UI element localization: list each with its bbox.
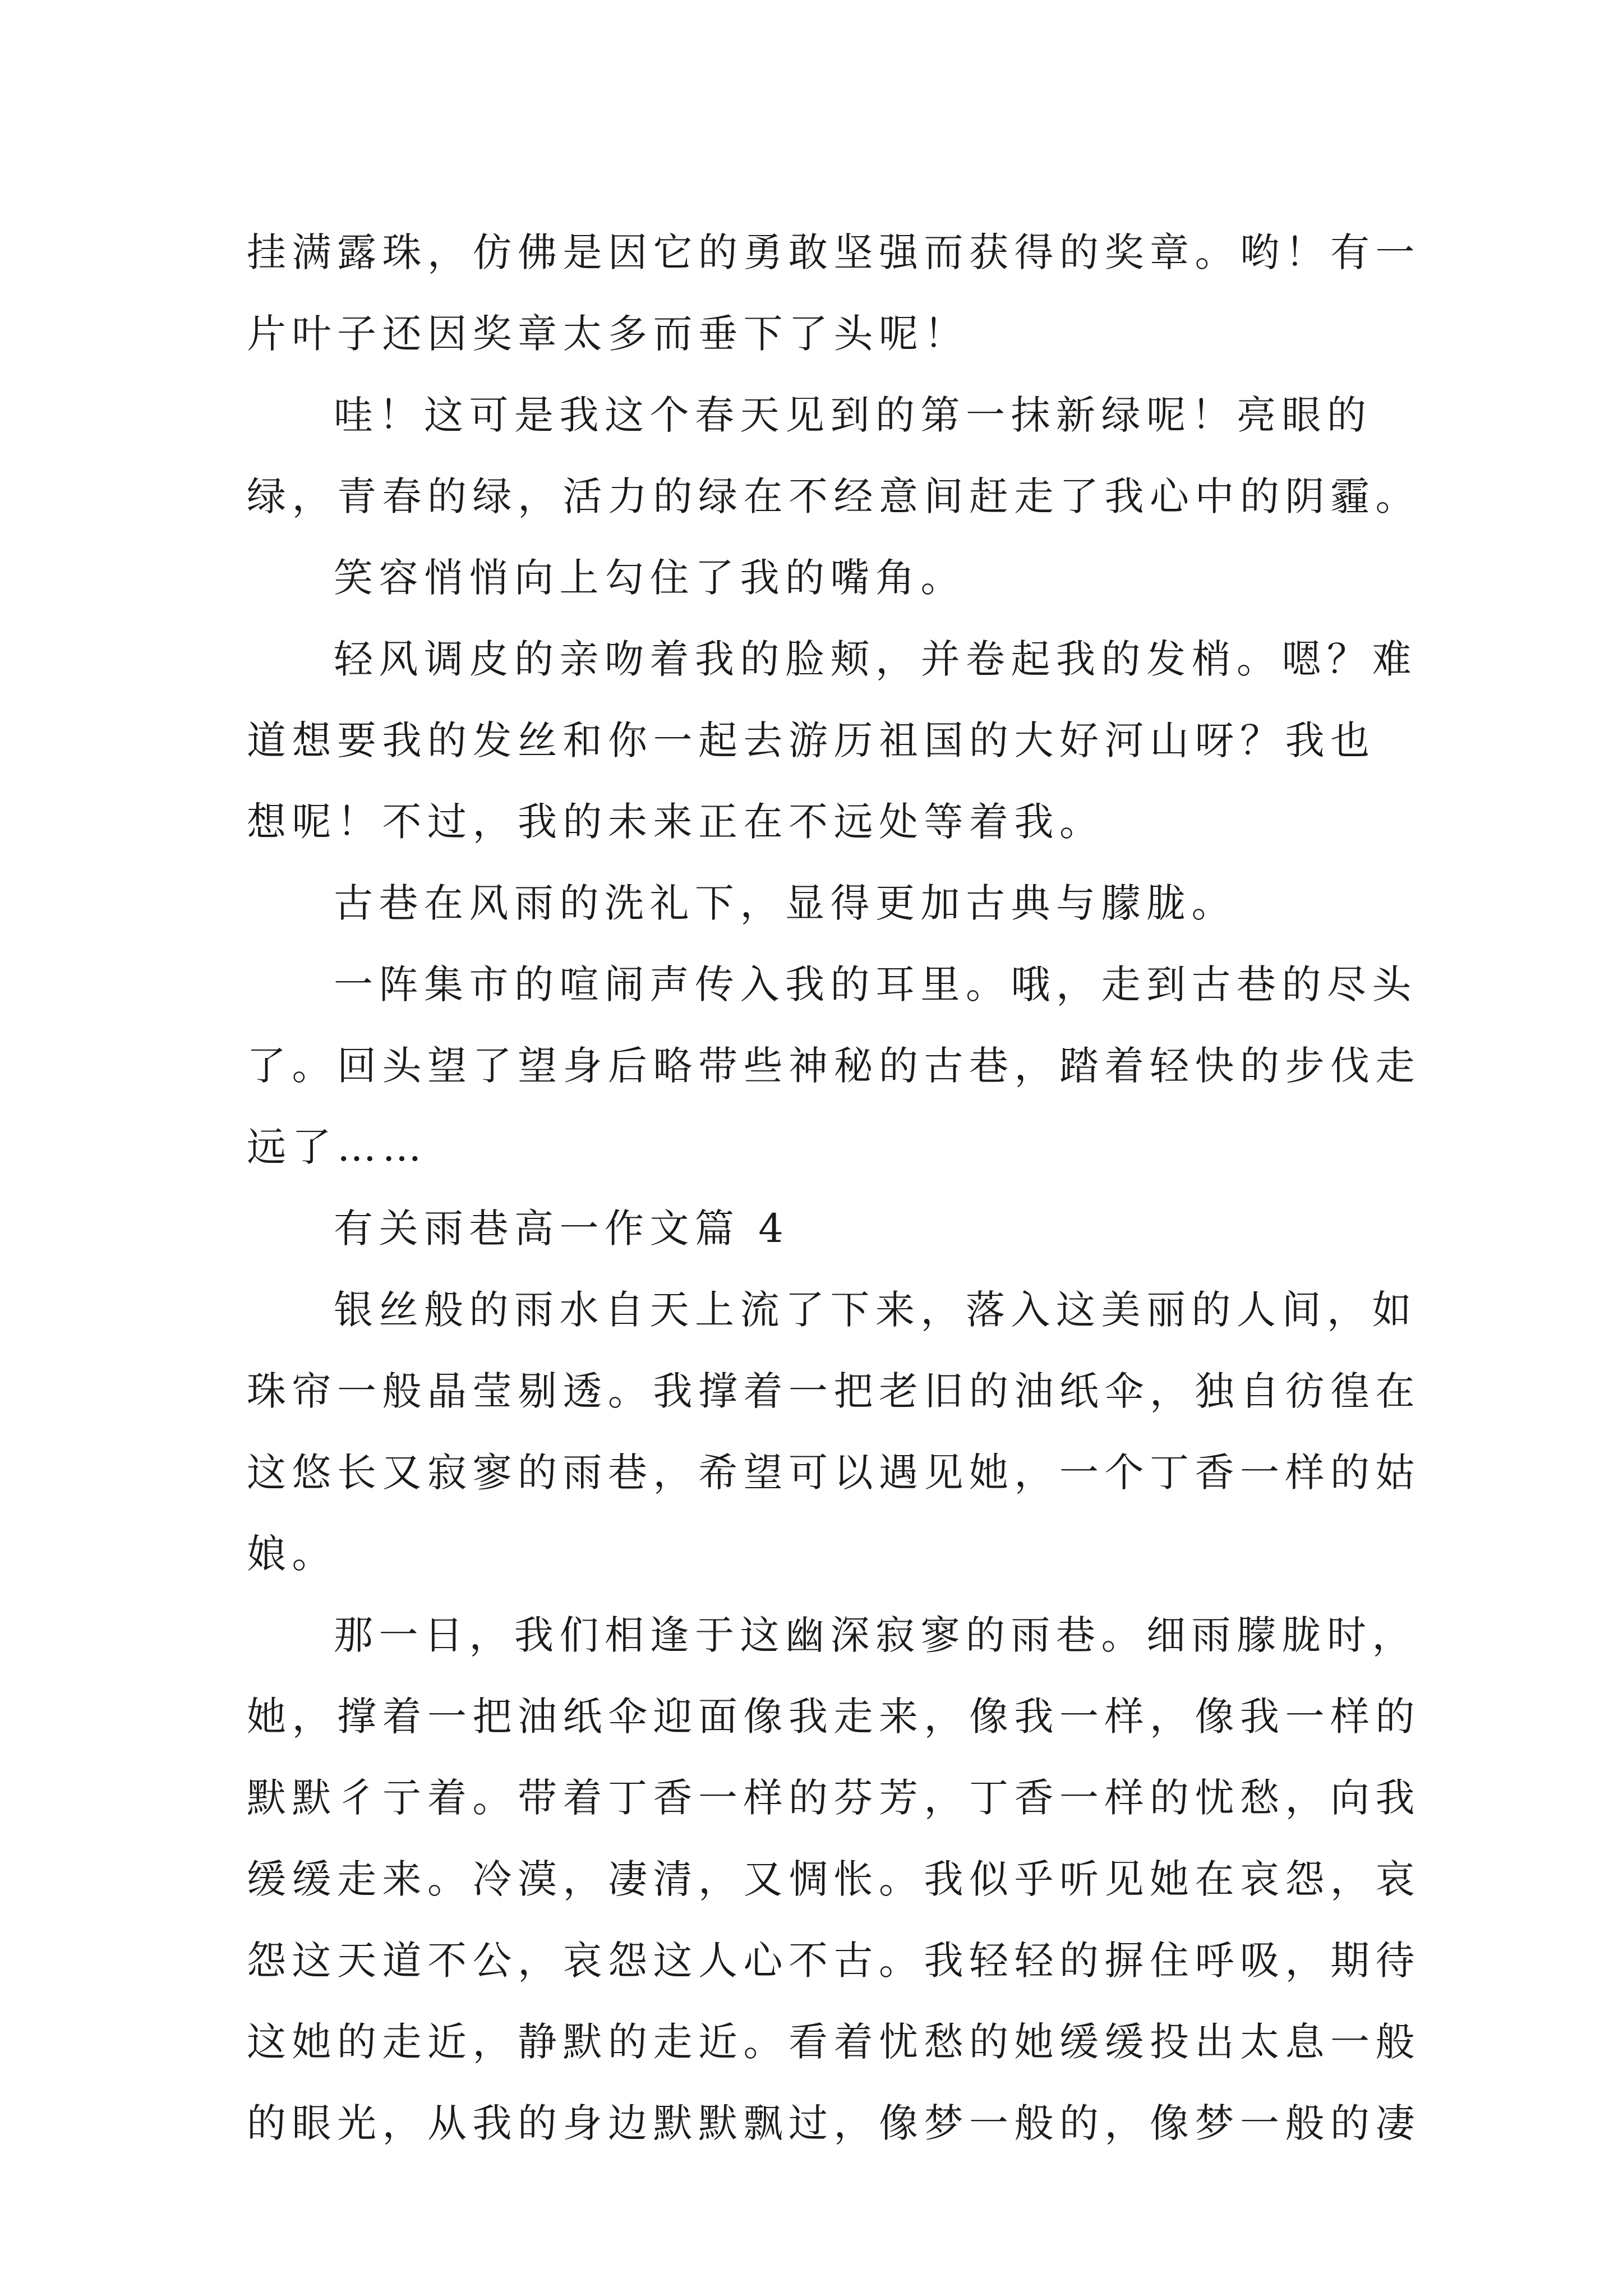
text-line: 想呢！不过，我的未来正在不远处等着我。 xyxy=(247,799,1105,845)
text-line: 了。回头望了望身后略带些神秘的古巷，踏着轻快的步伐走 xyxy=(247,1043,1421,1089)
text-line: 这悠长又寂寥的雨巷，希望可以遇见她，一个丁香一样的姑 xyxy=(247,1450,1421,1496)
text-line: 有关雨巷高一作文篇 4 xyxy=(334,1205,790,1251)
text-line: 那一日，我们相逢于这幽深寂寥的雨巷。细雨朦胧时， xyxy=(334,1612,1417,1658)
text-line: 片叶子还因奖章太多而垂下了头呢！ xyxy=(247,311,969,357)
text-line: 绿，青春的绿，活力的绿在不经意间赶走了我心中的阴霾。 xyxy=(247,473,1421,519)
text-line: 道想要我的发丝和你一起去游历祖国的大好河山呀？我也 xyxy=(247,717,1376,763)
text-line: 这她的走近，静默的走近。看着忧愁的她缓缓投出太息一般 xyxy=(247,2019,1421,2065)
text-line: 娘。 xyxy=(247,1531,337,1577)
text-line: 远了…… xyxy=(247,1124,427,1170)
text-line: 缓缓走来。冷漠，凄清，又惆怅。我似乎听见她在哀怨，哀 xyxy=(247,1856,1421,1902)
text-line: 银丝般的雨水自天上流了下来，落入这美丽的人间，如 xyxy=(334,1287,1417,1333)
text-line: 哇！这可是我这个春天见到的第一抹新绿呢！亮眼的 xyxy=(334,392,1372,438)
text-line: 轻风调皮的亲吻着我的脸颊，并卷起我的发梢。嗯？难 xyxy=(334,636,1417,682)
text-line: 笑容悄悄向上勾住了我的嘴角。 xyxy=(334,555,966,601)
text-line: 怨这天道不公，哀怨这人心不古。我轻轻的摒住呼吸，期待 xyxy=(247,1938,1421,1984)
document-body xyxy=(247,212,1421,2164)
text-line: 默默彳亍着。带着丁香一样的芬芳，丁香一样的忧愁，向我 xyxy=(247,1775,1421,1821)
text-line: 一阵集市的喧闹声传入我的耳里。哦，走到古巷的尽头 xyxy=(334,961,1417,1007)
text-line: 挂满露珠，仿佛是因它的勇敢坚强而获得的奖章。哟！有一 xyxy=(247,229,1421,275)
text-line: 古巷在风雨的洗礼下，显得更加古典与朦胧。 xyxy=(334,880,1237,926)
text-line: 她，撑着一把油纸伞迎面像我走来，像我一样，像我一样的 xyxy=(247,1694,1421,1740)
text-line: 珠帘一般晶莹剔透。我撑着一把老旧的油纸伞，独自彷徨在 xyxy=(247,1368,1421,1414)
text-line: 的眼光，从我的身边默默飘过，像梦一般的，像梦一般的凄 xyxy=(247,2100,1421,2146)
